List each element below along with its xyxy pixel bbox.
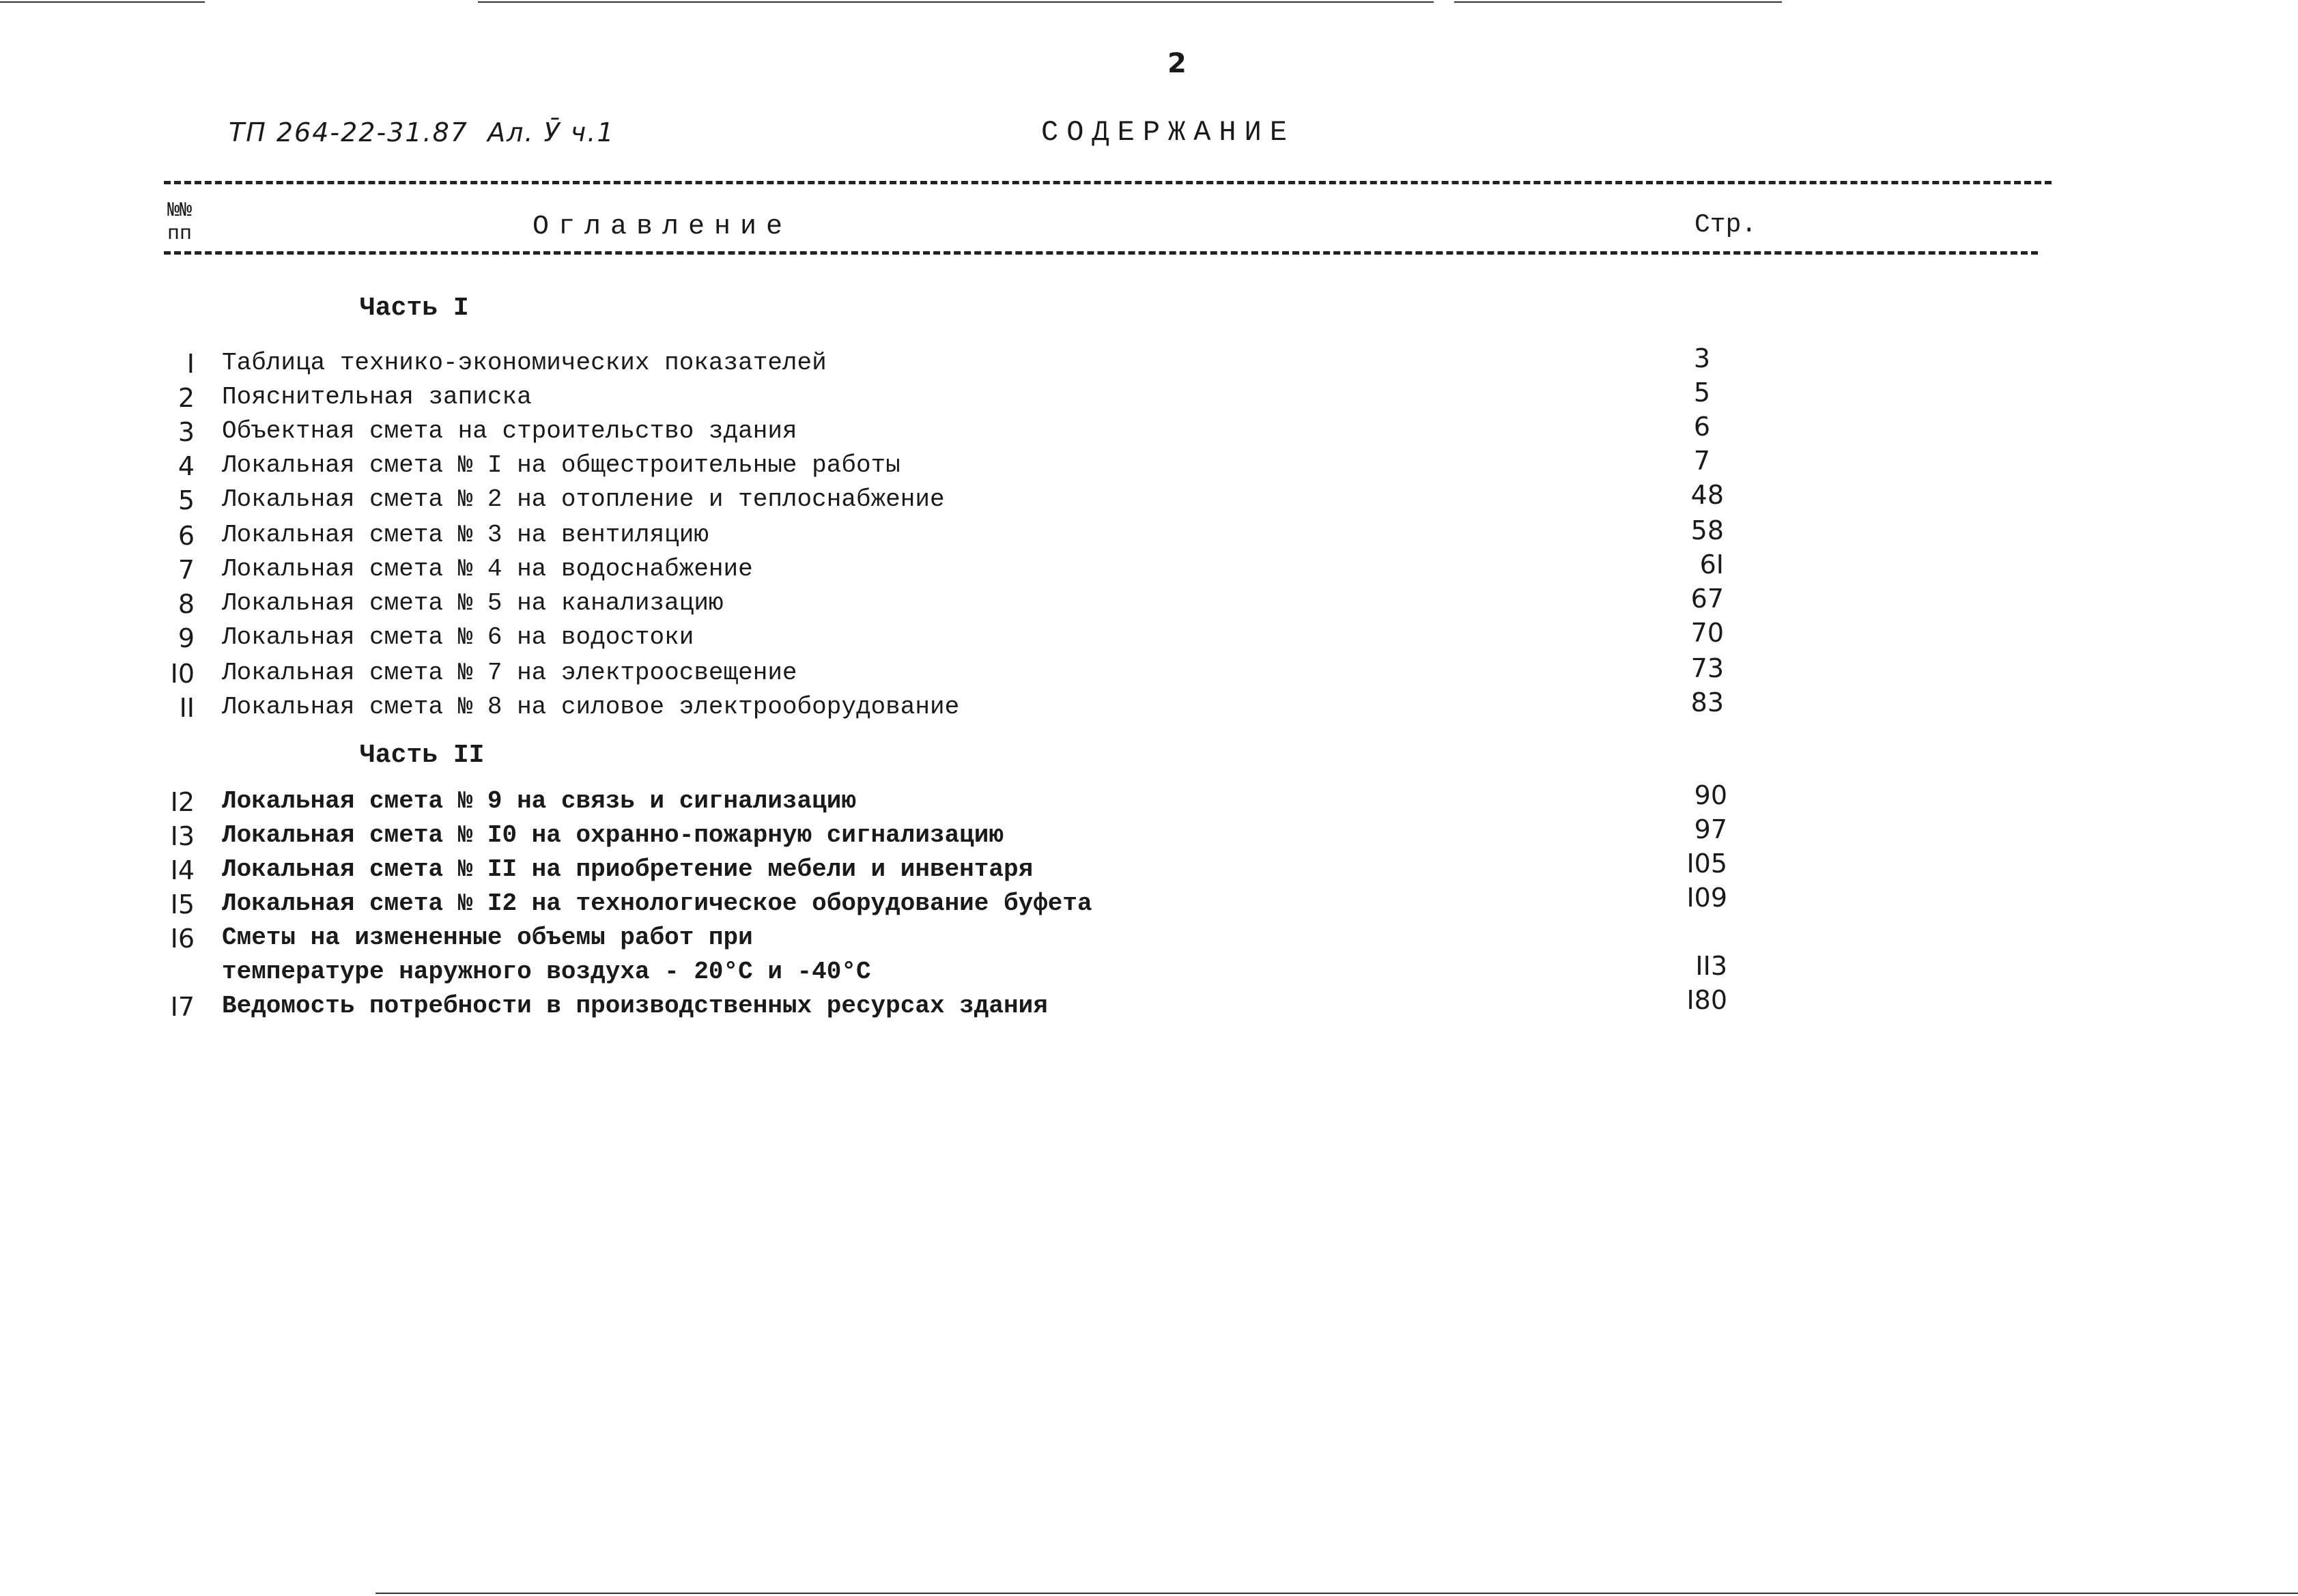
row-page: 48: [1690, 480, 1724, 510]
row-page: 83: [1690, 687, 1724, 717]
row-title: Локальная смета № 4 на водоснабжение: [222, 555, 753, 583]
row-title: Локальная смета № I0 на охранно-пожарную сигнализацию: [222, 821, 1004, 849]
row-number: I6: [170, 924, 195, 954]
page-number: 2: [1167, 48, 1187, 79]
row-page: 97: [1694, 814, 1727, 844]
row-number: I5: [170, 889, 195, 920]
row-page: II3: [1695, 951, 1727, 981]
column-header-number: №№ пп: [167, 199, 193, 246]
document-title: СОДЕРЖАНИЕ: [1041, 116, 1296, 149]
row-number: 5: [178, 485, 195, 515]
row-title: Локальная смета № I2 на технологическое оборудование буфета: [222, 889, 1092, 917]
row-page: 6I: [1699, 550, 1724, 580]
row-page: 6: [1693, 412, 1710, 442]
scan-edge-rule: [375, 1593, 2298, 1594]
row-page: 7: [1693, 446, 1710, 476]
row-page: I09: [1686, 883, 1727, 913]
row-number: I4: [170, 855, 195, 885]
row-title: Локальная смета № 5 на канализацию: [222, 589, 724, 617]
row-title: Локальная смета № 9 на связь и сигнализацию: [222, 787, 856, 815]
row-title: Локальная смета № 6 на водостоки: [222, 623, 694, 651]
row-page: I05: [1686, 849, 1727, 879]
row-number: I0: [170, 659, 195, 689]
header-bottom-dashed-rule: [164, 251, 2038, 255]
column-header-page: Стр.: [1694, 210, 1757, 240]
row-title: Сметы на измененные объемы работ при: [222, 924, 753, 952]
row-number: 2: [178, 383, 195, 413]
scan-edge-rule: [1454, 1, 1782, 3]
row-page: 90: [1694, 780, 1727, 810]
row-number: II: [179, 693, 195, 723]
row-number: I2: [170, 787, 195, 817]
row-title: Объектная смета на строительство здания: [222, 417, 797, 445]
row-title: Локальная смета № I на общестроительные работы: [222, 451, 900, 479]
row-title: Локальная смета № 7 на электроосвещение: [222, 659, 797, 687]
row-page: 5: [1693, 377, 1710, 408]
section-title: Часть II: [360, 741, 485, 770]
row-title-continuation: температуре наружного воздуха - 20°С и -40°С: [222, 958, 871, 986]
row-number: 3: [178, 417, 195, 447]
row-number: 7: [178, 555, 195, 585]
row-number: 6: [178, 521, 195, 551]
row-title: Локальная смета № 8 на силовое электрооборудование: [222, 693, 960, 721]
scan-edge-rule: [478, 1, 1434, 3]
row-number: 8: [178, 589, 195, 619]
row-title: Таблица технико-экономических показателей: [222, 349, 827, 377]
row-number: 4: [178, 451, 195, 481]
row-page: 67: [1690, 584, 1724, 614]
scan-edge-rule: [0, 1, 205, 3]
row-number: I7: [170, 992, 195, 1022]
row-page: 3: [1693, 343, 1710, 373]
row-title: Ведомость потребности в производственных ресурсах здания: [222, 992, 1048, 1020]
row-page: I80: [1686, 985, 1727, 1015]
row-title: Локальная смета № 2 на отопление и теплоснабжение: [222, 485, 945, 513]
column-header-contents: Оглавление: [533, 212, 793, 242]
document-code: ТП 264-22-31.87 Ал. Ӯ ч.1: [229, 117, 615, 147]
row-title: Локальная смета № 3 на вентиляцию: [222, 521, 709, 549]
header-top-dashed-rule: [164, 181, 2052, 184]
section-title: Часть I: [360, 294, 469, 323]
row-page: 73: [1690, 653, 1724, 683]
row-title: Пояснительная записка: [222, 383, 532, 411]
row-number: I3: [170, 821, 195, 851]
row-page: 70: [1690, 618, 1724, 648]
row-number: I: [186, 349, 195, 379]
row-title: Локальная смета № II на приобретение мебели и инвентаря: [222, 855, 1034, 883]
row-page: 58: [1690, 515, 1724, 545]
row-number: 9: [178, 623, 195, 653]
